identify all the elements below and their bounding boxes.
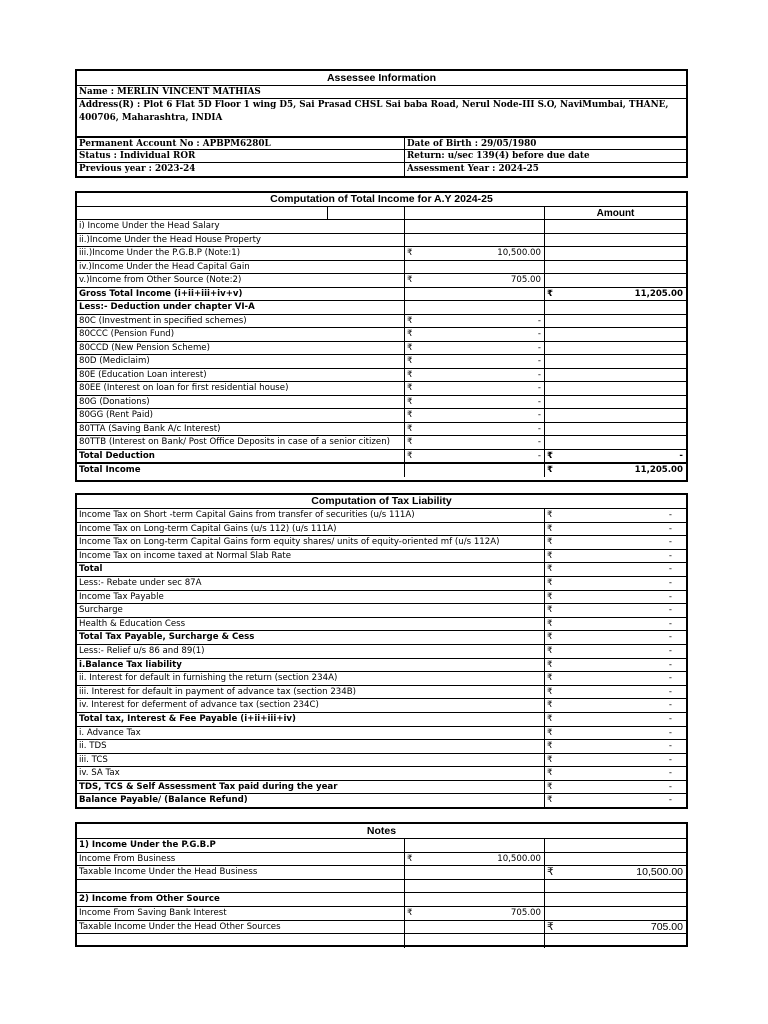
- computation-row-label: 80EE (Interest on loan for first residential house): [79, 383, 289, 393]
- notes-row-amount: 705.00: [650, 920, 683, 933]
- computation-row: [77, 247, 686, 261]
- dob-label: Date of Birth :: [407, 139, 478, 149]
- rupee-symbol: ₹: [407, 853, 413, 864]
- rupee-symbol: ₹: [407, 410, 413, 420]
- computation-row-label: 80GG (Rent Paid): [79, 410, 154, 420]
- computation-row-label: iv.)Income Under the Head Capital Gain: [79, 261, 250, 272]
- tax-row-amount: -: [668, 510, 672, 520]
- tax-row: [77, 659, 686, 673]
- computation-row-label: Total Deduction: [79, 450, 155, 461]
- address-line2: 400706, Maharashtra, INDIA: [79, 113, 223, 123]
- computation-row-label: i) Income Under the Head Salary: [79, 221, 220, 231]
- tax-row: [77, 618, 686, 632]
- computation-row: [77, 409, 686, 423]
- tax-row: [77, 781, 686, 795]
- computation-row-label: Gross Total Income (i+ii+iii+iv+v): [79, 288, 243, 299]
- notes-row-sub-amount: 10,500.00: [497, 853, 541, 864]
- computation-row-label: Less:- Deduction under chapter VI-A: [79, 302, 255, 312]
- tax-row-amount: -: [668, 523, 672, 534]
- assessee-information-title: Assessee Information: [77, 71, 686, 86]
- rupee-symbol: ₹: [547, 510, 553, 520]
- rupee-symbol: ₹: [407, 450, 413, 461]
- computation-row-label: 80C (Investment in specified schemes): [79, 315, 247, 326]
- rupee-symbol: ₹: [547, 768, 553, 779]
- tax-row-label: ii. TDS: [79, 741, 107, 752]
- rupee-symbol: ₹: [547, 686, 553, 697]
- notes-row-label: [77, 880, 404, 893]
- rupee-symbol: ₹: [547, 741, 553, 752]
- rupee-symbol: ₹: [547, 288, 553, 299]
- rupee-symbol: ₹: [407, 383, 413, 393]
- computation-row: [77, 315, 686, 329]
- rupee-symbol: ₹: [547, 673, 553, 684]
- computation-row-label: iii.)Income Under the P.G.B.P (Note:1): [79, 248, 241, 258]
- rupee-symbol: ₹: [547, 564, 553, 575]
- rupee-symbol: ₹: [547, 866, 554, 879]
- tax-row: [77, 794, 686, 808]
- name-label: Name :: [79, 87, 114, 97]
- tax-row-amount: -: [668, 754, 672, 765]
- tax-row: [77, 713, 686, 727]
- notes-row-label: Income From Saving Bank Interest: [79, 907, 227, 918]
- return-label: Return:: [407, 151, 445, 161]
- tax-row-amount: -: [668, 618, 672, 629]
- notes-section: [75, 822, 688, 947]
- computation-row: [77, 463, 686, 477]
- tax-row-label: Total Tax Payable, Surcharge & Cess: [79, 632, 255, 643]
- rupee-symbol: ₹: [407, 248, 413, 258]
- tax-row: [77, 523, 686, 537]
- computation-row-amount: 11,205.00: [634, 465, 683, 475]
- computation-row-label: 80E (Education Loan interest): [79, 369, 207, 380]
- tax-row-amount: -: [668, 673, 672, 684]
- tax-row: [77, 767, 686, 781]
- rupee-symbol: ₹: [547, 727, 553, 738]
- status-label: Status :: [79, 151, 117, 161]
- tax-row-amount: -: [668, 686, 672, 697]
- pan-value: APBPM6280L: [202, 139, 271, 149]
- tax-row-amount: -: [668, 741, 672, 752]
- tax-row-label: Less:- Rebate under sec 87A: [79, 577, 202, 588]
- tax-row-label: iii. Interest for default in payment of advance tax (section 234B): [79, 686, 356, 697]
- computation-row-label: 80TTA (Saving Bank A/c Interest): [79, 423, 221, 434]
- computation-row-sub-amount: -: [537, 423, 541, 434]
- computation-row: [77, 220, 686, 234]
- computation-row-sub-amount: -: [537, 396, 541, 407]
- rupee-symbol: ₹: [407, 437, 413, 447]
- tax-row: [77, 754, 686, 768]
- computation-row-label: 80CCD (New Pension Scheme): [79, 342, 210, 353]
- tax-row-label: i. Advance Tax: [79, 727, 141, 738]
- computation-row: [77, 355, 686, 369]
- notes-row-sub-amount: 705.00: [510, 907, 541, 918]
- computation-row-sub-amount: -: [537, 342, 541, 353]
- notes-row-label: Taxable Income Under the Head Other Sources: [79, 921, 281, 932]
- computation-row: [77, 436, 686, 450]
- tax-row-label: Total: [79, 564, 103, 575]
- total-income-computation-section: [75, 191, 688, 482]
- tax-row: [77, 591, 686, 605]
- computation-row-label: 80CCC (Pension Fund): [79, 329, 175, 339]
- tax-row-amount: -: [668, 632, 672, 643]
- computation-row-sub-amount: -: [537, 450, 541, 461]
- tax-row-label: i.Balance Tax liability: [79, 659, 182, 670]
- computation-row-label: v.)Income from Other Source (Note:2): [79, 275, 242, 285]
- tax-row: [77, 577, 686, 591]
- rupee-symbol: ₹: [547, 700, 553, 711]
- computation-row: [77, 301, 686, 315]
- computation-row-sub-amount: -: [537, 356, 541, 366]
- rupee-symbol: ₹: [407, 356, 413, 366]
- tax-row: [77, 686, 686, 700]
- computation-row-label: Total Income: [79, 465, 141, 475]
- rupee-symbol: ₹: [547, 795, 553, 806]
- tax-row-label: Less:- Relief u/s 86 and 89(1): [79, 645, 205, 656]
- computation-row: [77, 288, 686, 302]
- rupee-symbol: ₹: [547, 537, 553, 548]
- computation-row-sub-amount: -: [537, 410, 541, 420]
- computation-row: [77, 369, 686, 383]
- amount-header: Amount: [544, 207, 686, 219]
- tax-row-label: Total tax, Interest & Fee Payable (i+ii+iii+iv): [79, 713, 296, 724]
- assessee-information-section: [75, 69, 688, 178]
- tax-row: [77, 645, 686, 659]
- tax-row-amount: -: [668, 700, 672, 711]
- computation-row-label: ii.)Income Under the Head House Property: [79, 234, 262, 245]
- rupee-symbol: ₹: [547, 591, 553, 602]
- rupee-symbol: ₹: [407, 275, 413, 285]
- tax-row: [77, 509, 686, 523]
- rupee-symbol: ₹: [547, 450, 553, 461]
- address-line1: Plot 6 Flat 5D Floor 1 wing D5, Sai Prasad CHSL Sai baba Road, Nerul Node-III S.O, NaviMumbai, THANE,: [143, 100, 669, 110]
- rupee-symbol: ₹: [407, 329, 413, 339]
- notes-row: [77, 853, 686, 867]
- notes-row: [77, 880, 686, 894]
- notes-row-label: Income From Business: [79, 853, 176, 864]
- computation-row: [77, 328, 686, 342]
- tax-row-amount: -: [668, 591, 672, 602]
- name-row: [77, 86, 686, 99]
- rupee-symbol: ₹: [547, 605, 553, 616]
- pan-row: [77, 137, 686, 150]
- tax-row: [77, 604, 686, 618]
- rupee-symbol: ₹: [407, 423, 413, 434]
- rupee-symbol: ₹: [547, 523, 553, 534]
- tax-liability-title: Computation of Tax Liability: [77, 495, 686, 509]
- tax-row-amount: -: [668, 645, 672, 656]
- rupee-symbol: ₹: [547, 713, 553, 724]
- tax-row: [77, 740, 686, 754]
- tax-liability-section: [75, 493, 688, 809]
- tax-row-amount: -: [668, 795, 672, 806]
- computation-row-sub-amount: -: [537, 383, 541, 393]
- tax-row-label: Income Tax on Long-term Capital Gains form equity shares/ units of equity-oriented mf (u/s 112A): [79, 537, 500, 548]
- rupee-symbol: ₹: [547, 577, 553, 588]
- return-value: u/sec 139(4) before due date: [447, 151, 590, 161]
- notes-row: [77, 934, 686, 948]
- notes-title: Notes: [77, 824, 686, 839]
- notes-row-label: 1) Income Under the P.G.B.P: [79, 840, 216, 850]
- tax-row: [77, 699, 686, 713]
- tax-row-amount: -: [668, 781, 672, 792]
- tax-row: [77, 672, 686, 686]
- computation-row: [77, 382, 686, 396]
- tax-row-label: TDS, TCS & Self Assessment Tax paid during the year: [79, 781, 338, 792]
- tax-row: [77, 563, 686, 577]
- rupee-symbol: ₹: [547, 618, 553, 629]
- computation-row: [77, 234, 686, 248]
- tax-row: [77, 727, 686, 741]
- assessee-name: MERLIN VINCENT MATHIAS: [117, 87, 261, 97]
- tax-row-label: Surcharge: [79, 605, 123, 616]
- tax-row: [77, 550, 686, 564]
- notes-row: [77, 893, 686, 907]
- rupee-symbol: ₹: [547, 781, 553, 792]
- rupee-symbol: ₹: [547, 465, 553, 475]
- tax-row-label: Income Tax Payable: [79, 591, 164, 602]
- rupee-symbol: ₹: [407, 369, 413, 380]
- dob-value: 29/05/1980: [481, 139, 537, 149]
- tax-row-label: ii. Interest for default in furnishing the return (section 234A): [79, 673, 338, 684]
- notes-row: [77, 921, 686, 935]
- computation-header-row: [77, 207, 686, 220]
- rupee-symbol: ₹: [547, 632, 553, 643]
- tax-row-amount: -: [668, 564, 672, 575]
- computation-row-label: 80D (Mediclaim): [79, 356, 150, 366]
- rupee-symbol: ₹: [407, 315, 413, 326]
- tax-row-amount: -: [668, 727, 672, 738]
- tax-row-label: Income Tax on Long-term Capital Gains (u/s 112) (u/s 111A): [79, 523, 337, 534]
- tax-row-label: iv. SA Tax: [79, 768, 120, 779]
- notes-row-label: Taxable Income Under the Head Business: [79, 867, 258, 878]
- tax-row-amount: -: [668, 605, 672, 616]
- tax-row-label: iv. Interest for deferment of advance tax (section 234C): [79, 700, 319, 711]
- tax-row-label: Health & Education Cess: [79, 618, 186, 629]
- tax-row: [77, 631, 686, 645]
- prev-year-row: [77, 163, 686, 176]
- tax-row-label: Income Tax on income taxed at Normal Slab Rate: [79, 550, 292, 561]
- tax-row-amount: -: [668, 577, 672, 588]
- computation-row: [77, 274, 686, 288]
- notes-row-amount: 10,500.00: [636, 866, 683, 879]
- computation-row-sub-amount: 705.00: [510, 275, 541, 285]
- prev-year-value: 2023-24: [155, 164, 196, 174]
- status-row: [77, 150, 686, 163]
- notes-row-label: 2) Income from Other Source: [79, 894, 220, 905]
- pan-label: Permanent Account No :: [79, 139, 200, 149]
- address-label: Address(R) :: [79, 100, 141, 110]
- prev-year-label: Previous year :: [79, 164, 152, 174]
- computation-row: [77, 342, 686, 356]
- computation-row: [77, 450, 686, 464]
- computation-row-amount: 11,205.00: [634, 288, 683, 299]
- assessment-year-value: 2024-25: [498, 164, 539, 174]
- address-row: [77, 99, 686, 137]
- computation-row-sub-amount: -: [537, 437, 541, 447]
- rupee-symbol: ₹: [547, 659, 553, 670]
- notes-row: [77, 907, 686, 921]
- computation-row-label: 80TTB (Interest on Bank/ Post Office Deposits in case of a senior citizen): [79, 437, 391, 447]
- rupee-symbol: ₹: [547, 645, 553, 656]
- computation-row-sub-amount: -: [537, 315, 541, 326]
- computation-row-sub-amount: -: [537, 369, 541, 380]
- tax-row-label: Income Tax on Short -term Capital Gains from transfer of securities (u/s 111A): [79, 510, 415, 520]
- computation-row-sub-amount: 10,500.00: [497, 248, 541, 258]
- tax-row-label: Balance Payable/ (Balance Refund): [79, 795, 248, 806]
- rupee-symbol: ₹: [407, 907, 413, 918]
- rupee-symbol: ₹: [407, 396, 413, 407]
- tax-row-amount: -: [668, 713, 672, 724]
- tax-row-amount: -: [668, 768, 672, 779]
- assessment-year-label: Assessment Year :: [407, 164, 496, 174]
- tax-row-amount: -: [668, 537, 672, 548]
- notes-row: [77, 839, 686, 853]
- computation-row: [77, 261, 686, 275]
- computation-row-amount: -: [679, 450, 683, 461]
- notes-row: [77, 866, 686, 880]
- computation-row-sub-amount: -: [537, 329, 541, 339]
- rupee-symbol: ₹: [547, 550, 553, 561]
- computation-row: [77, 423, 686, 437]
- computation-row: [77, 396, 686, 410]
- computation-row-label: 80G (Donations): [79, 396, 150, 407]
- rupee-symbol: ₹: [407, 342, 413, 353]
- tax-row: [77, 536, 686, 550]
- tax-row-label: iii. TCS: [79, 754, 108, 765]
- status-value: Individual ROR: [119, 151, 196, 161]
- rupee-symbol: ₹: [547, 754, 553, 765]
- tax-row-amount: -: [668, 550, 672, 561]
- notes-row-label: [77, 934, 404, 948]
- total-income-computation-title: Computation of Total Income for A.Y 2024-25: [77, 193, 686, 207]
- tax-row-amount: -: [668, 659, 672, 670]
- rupee-symbol: ₹: [547, 920, 554, 933]
